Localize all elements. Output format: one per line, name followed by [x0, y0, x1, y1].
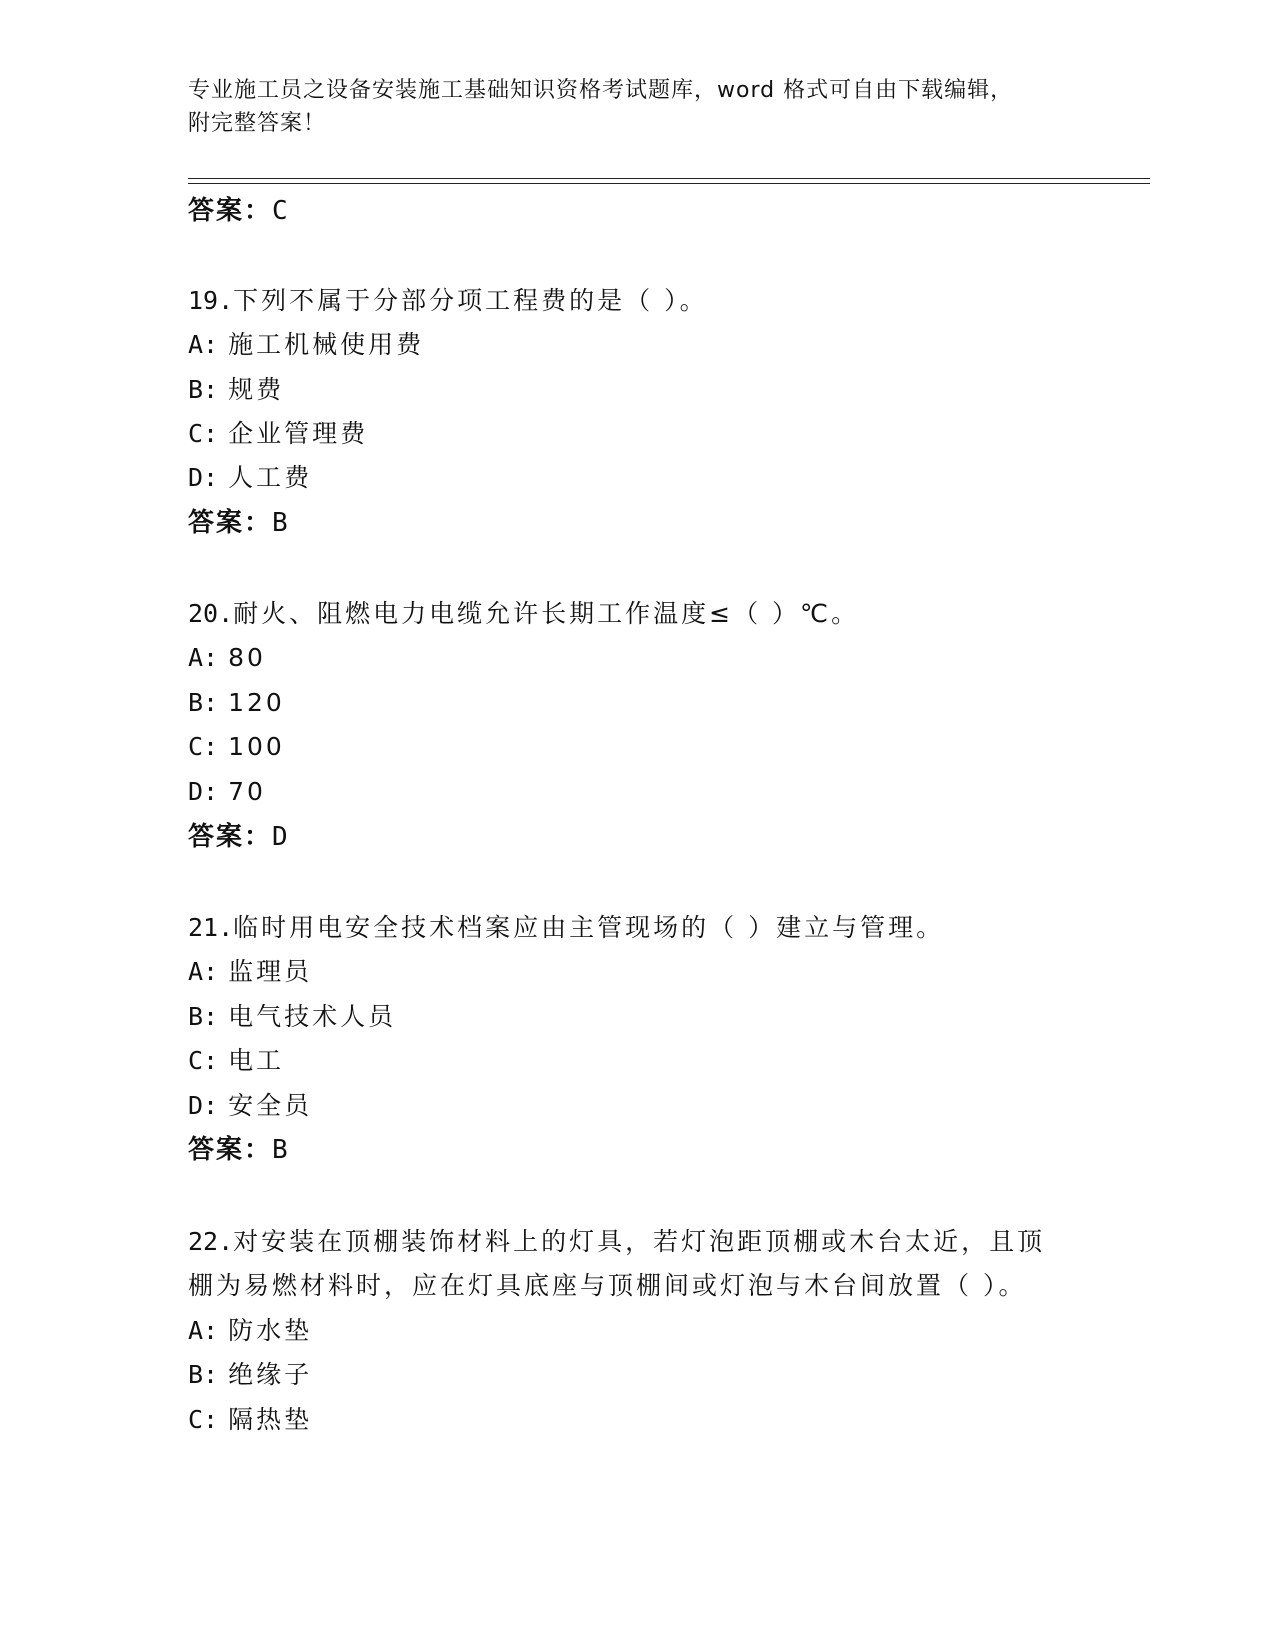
question-text: 对安装在顶棚装饰材料上的灯具，若灯泡距顶棚或木台太近，且顶 — [233, 1227, 1046, 1256]
option-letter: B: — [188, 375, 219, 404]
option-text: 防水垫 — [228, 1316, 313, 1345]
option-line — [188, 732, 285, 762]
question-number: 22. — [188, 1227, 234, 1256]
option-text: 监理员 — [228, 957, 313, 986]
question-text: 耐火、阻燃电力电缆允许长期工作温度≤（ ）℃。 — [233, 599, 860, 628]
option-text: 企业管理费 — [228, 419, 369, 448]
answer-label: 答案： — [188, 822, 273, 852]
option-text: 人工费 — [228, 463, 313, 492]
question-stem — [188, 286, 708, 316]
option-letter: A: — [188, 1316, 219, 1345]
option-letter: A: — [188, 330, 219, 359]
option-line — [188, 643, 266, 673]
option-line — [188, 1091, 312, 1121]
option-line — [188, 1002, 396, 1032]
question-stem-continued — [188, 1271, 1026, 1301]
option-line — [188, 419, 368, 449]
answer-label: 答案： — [188, 196, 273, 226]
option-line — [188, 1360, 312, 1390]
option-text: 安全员 — [228, 1091, 313, 1120]
option-text: 电工 — [228, 1046, 285, 1075]
option-text: 绝缘子 — [228, 1360, 313, 1389]
header-divider-top — [188, 178, 1150, 179]
option-letter: B: — [188, 1360, 219, 1389]
answer-line — [188, 1135, 290, 1165]
answer-line — [188, 508, 290, 538]
question-number: 20. — [188, 599, 234, 628]
answer-value: D — [272, 822, 290, 852]
header-divider-bottom — [188, 183, 1150, 184]
answer-label: 答案： — [188, 1135, 273, 1165]
option-text: 隔热垫 — [228, 1405, 313, 1434]
option-line — [188, 957, 312, 987]
option-letter: A: — [188, 643, 219, 672]
answer-value: C — [272, 196, 290, 226]
answer-value: B — [272, 508, 290, 538]
option-text: 施工机械使用费 — [228, 330, 425, 359]
answer-label: 答案： — [188, 508, 273, 538]
option-text: 80 — [228, 643, 266, 672]
header-line-2: 附完整答案！ — [188, 111, 327, 136]
answer-line — [188, 822, 290, 852]
option-letter: C: — [188, 1046, 219, 1075]
option-line — [188, 777, 266, 807]
answer-line — [188, 196, 290, 226]
option-letter: D: — [188, 1091, 219, 1120]
question-number: 19. — [188, 286, 234, 315]
question-number: 21. — [188, 913, 234, 942]
option-letter: D: — [188, 463, 219, 492]
option-text: 120 — [228, 688, 285, 717]
option-letter: A: — [188, 957, 219, 986]
question-text: 下列不属于分部分项工程费的是（ ）。 — [233, 286, 708, 315]
option-letter: C: — [188, 732, 219, 761]
option-letter: C: — [188, 1405, 219, 1434]
option-letter: B: — [188, 688, 219, 717]
question-text: 棚为易燃材料时，应在灯具底座与顶棚间或灯泡与木台间放置（ ）。 — [188, 1271, 1027, 1300]
option-text: 规费 — [228, 375, 285, 404]
option-line — [188, 1046, 284, 1076]
option-line — [188, 688, 285, 718]
option-letter: B: — [188, 1002, 219, 1031]
option-line — [188, 463, 312, 493]
option-text: 70 — [228, 777, 266, 806]
option-text: 100 — [228, 732, 285, 761]
option-line — [188, 375, 284, 405]
question-stem — [188, 599, 859, 629]
option-letter: D: — [188, 777, 219, 806]
option-line — [188, 1316, 312, 1346]
question-stem — [188, 1227, 1045, 1257]
header-line-1: 专业施工员之设备安装施工基础知识资格考试题库，word 格式可自由下载编辑， — [188, 78, 1014, 103]
option-line — [188, 330, 424, 360]
document-header — [188, 74, 1068, 140]
option-letter: C: — [188, 419, 219, 448]
question-stem — [188, 913, 944, 943]
answer-value: B — [272, 1135, 290, 1165]
option-line — [188, 1405, 312, 1435]
option-text: 电气技术人员 — [228, 1002, 397, 1031]
question-text: 临时用电安全技术档案应由主管现场的（ ）建立与管理。 — [233, 913, 945, 942]
